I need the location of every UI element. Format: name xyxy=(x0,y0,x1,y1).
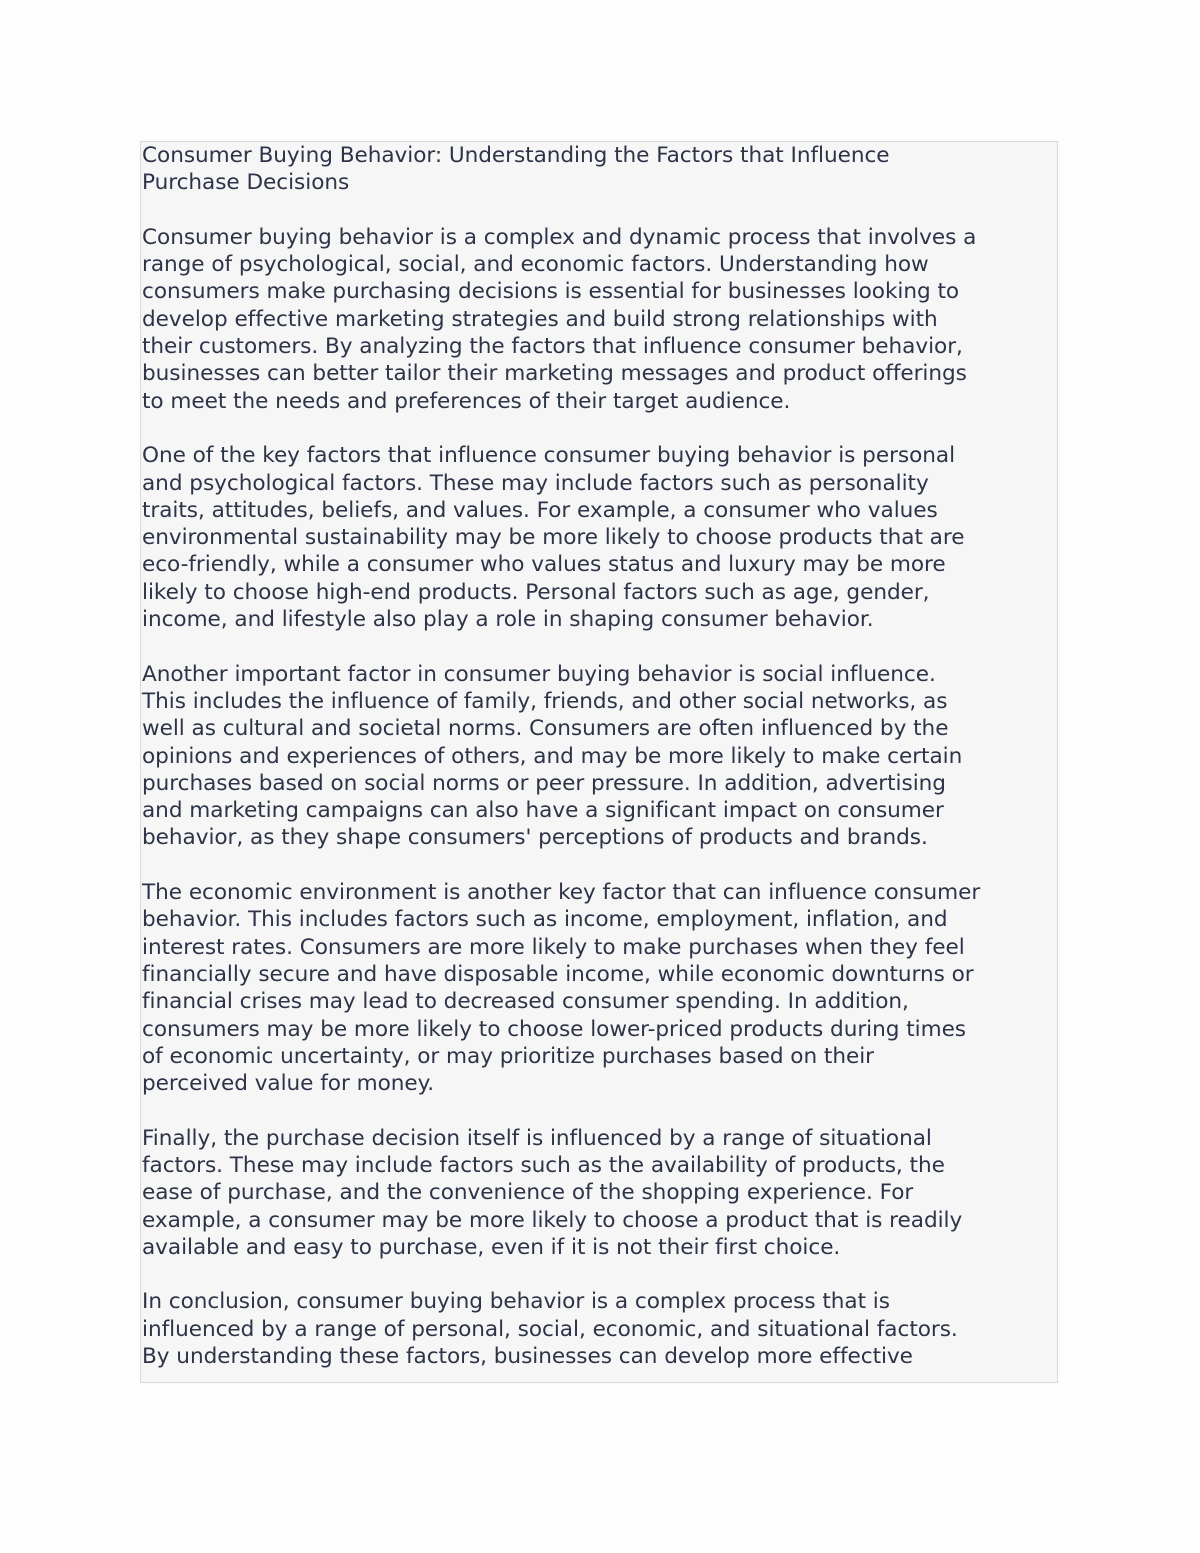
text-line: likely to choose high-end products. Personal factors such as age, gender, xyxy=(142,579,930,605)
paragraph-economic-environment xyxy=(142,879,1058,1097)
text-line: to meet the needs and preferences of their target audience. xyxy=(142,388,791,414)
paragraph-situational-factors xyxy=(142,1125,1058,1261)
text-line: environmental sustainability may be more likely to choose products that are xyxy=(142,525,965,551)
text-line: businesses can better tailor their marketing messages and product offerings xyxy=(142,361,967,387)
text-line: opinions and experiences of others, and may be more likely to make certain xyxy=(142,743,963,769)
paragraph-social-influence xyxy=(142,661,1058,852)
text-line: financially secure and have disposable income, while economic downturns or xyxy=(142,961,974,987)
text-line: financial crises may lead to decreased consumer spending. In addition, xyxy=(142,989,909,1015)
text-line: eco-friendly, while a consumer who values status and luxury may be more xyxy=(142,552,946,578)
title-line: Consumer Buying Behavior: Understanding the Factors that Influence xyxy=(142,143,890,168)
text-line: and psychological factors. These may include factors such as personality xyxy=(142,470,929,496)
text-line: By understanding these factors, businesses can develop more effective xyxy=(142,1344,913,1370)
text-line: of economic uncertainty, or may prioritize purchases based on their xyxy=(142,1043,874,1069)
paragraph-intro xyxy=(142,224,1058,415)
text-line: In conclusion, consumer buying behavior is a complex process that is xyxy=(142,1289,890,1315)
text-line: Finally, the purchase decision itself is influenced by a range of situational xyxy=(142,1125,932,1151)
text-line: income, and lifestyle also play a role in shaping consumer behavior. xyxy=(142,607,874,633)
text-line: interest rates. Consumers are more likely to make purchases when they feel xyxy=(142,934,965,960)
text-line: Another important factor in consumer buying behavior is social influence. xyxy=(142,661,936,687)
text-line: example, a consumer may be more likely to choose a product that is readily xyxy=(142,1207,963,1233)
text-box xyxy=(140,141,1058,1383)
text-line: and marketing campaigns can also have a significant impact on consumer xyxy=(142,798,944,824)
document-title xyxy=(142,142,1058,197)
document-body xyxy=(142,142,1058,1383)
text-line: consumers may be more likely to choose lower-priced products during times xyxy=(142,1016,967,1042)
text-line: behavior. This includes factors such as income, employment, inflation, and xyxy=(142,907,948,933)
text-line: factors. These may include factors such as the availability of products, the xyxy=(142,1152,945,1178)
text-line: well as cultural and societal norms. Consumers are often influenced by the xyxy=(142,716,949,742)
text-line: develop effective marketing strategies and build strong relationships with xyxy=(142,306,938,332)
text-line: consumers make purchasing decisions is essential for businesses looking to xyxy=(142,279,960,305)
text-line: purchases based on social norms or peer pressure. In addition, advertising xyxy=(142,770,946,796)
paragraph-conclusion xyxy=(142,1288,1058,1370)
text-line: perceived value for money. xyxy=(142,1071,435,1097)
title-line: Purchase Decisions xyxy=(142,170,350,196)
text-line: This includes the influence of family, friends, and other social networks, as xyxy=(142,688,948,714)
text-line: range of psychological, social, and economic factors. Understanding how xyxy=(142,252,929,278)
text-line: Consumer buying behavior is a complex and dynamic process that involves a xyxy=(142,224,977,250)
text-line: ease of purchase, and the convenience of the shopping experience. For xyxy=(142,1180,914,1206)
text-line: influenced by a range of personal, social, economic, and situational factors. xyxy=(142,1316,958,1342)
text-line: available and easy to purchase, even if it is not their first choice. xyxy=(142,1234,841,1260)
text-line: their customers. By analyzing the factors that influence consumer behavior, xyxy=(142,334,963,360)
text-line: The economic environment is another key factor that can influence consumer xyxy=(142,880,981,906)
text-line: traits, attitudes, beliefs, and values. For example, a consumer who values xyxy=(142,497,938,523)
paragraph-personal-factors xyxy=(142,442,1058,633)
text-line: behavior, as they shape consumers' perceptions of products and brands. xyxy=(142,825,928,851)
text-line: One of the key factors that influence consumer buying behavior is personal xyxy=(142,443,956,469)
